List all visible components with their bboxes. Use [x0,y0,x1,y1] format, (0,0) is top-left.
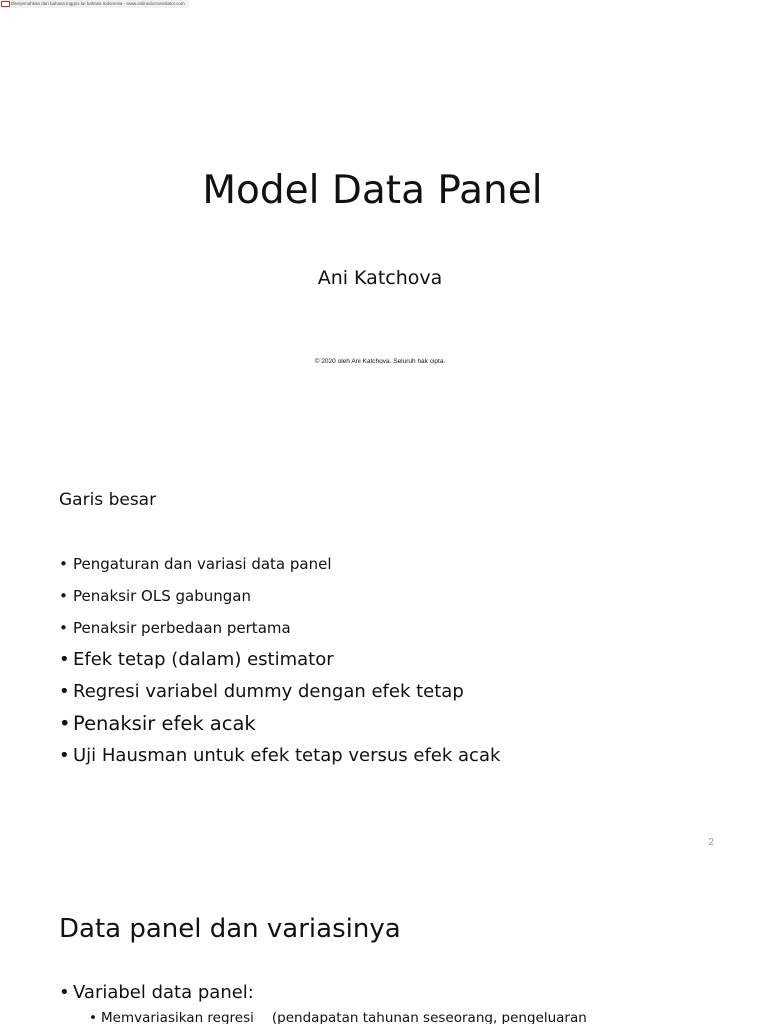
bullet: • [59,681,70,702]
sub-list-item-continuation: (pendapatan tahunan seseorang, pengeluaran [271,1010,587,1024]
outline-heading: Garis besar [59,490,157,510]
bullet: • [59,619,68,637]
list-item-text: Penaksir efek acak [73,712,256,735]
bullet: • [59,555,68,573]
section-list [59,978,587,1024]
list-item-text: Efek tetap (dalam) estimator [73,649,334,670]
outline-list [59,548,500,772]
sub-list-item [89,1008,587,1024]
list-item [59,978,587,1008]
slide-title: Model Data Panel [202,168,543,213]
translator-banner-text: Diterjemahkan dari bahasa Inggris ke bahasa Indonesia - www.onlinedoctranslator.com [11,1,185,6]
list-item [59,740,500,772]
section-heading: Data panel dan variasinya [59,914,401,944]
list-item [59,708,500,740]
bullet: • [59,712,71,735]
copyright-notice: © 2020 oleh Ani Katchova. Seluruh hak cipta. [314,358,446,365]
bullet: • [59,587,68,605]
list-item-text: Regresi variabel dummy dengan efek tetap [73,681,464,702]
list-item-text: Penaksir perbedaan pertama [73,619,291,637]
sub-list-item-text: Memvariasikan regresi [101,1010,254,1024]
bullet: • [59,982,70,1003]
list-item-text: Variabel data panel: [73,982,254,1003]
list-item [59,612,500,644]
list-item-text: Uji Hausman untuk efek tetap versus efek acak [73,745,501,766]
page-number: 2 [708,837,714,848]
list-item [59,644,500,676]
slide-author: Ani Katchova [317,267,443,289]
list-item [59,580,500,612]
list-item [59,676,500,708]
translator-logo-icon [1,1,10,7]
list-item-text: Pengaturan dan variasi data panel [73,555,332,573]
bullet: • [59,649,70,670]
translator-banner[interactable] [0,0,189,8]
bullet: • [59,745,70,766]
bullet: • [89,1010,97,1024]
list-item-text: Penaksir OLS gabungan [73,587,251,605]
list-item [59,548,500,580]
